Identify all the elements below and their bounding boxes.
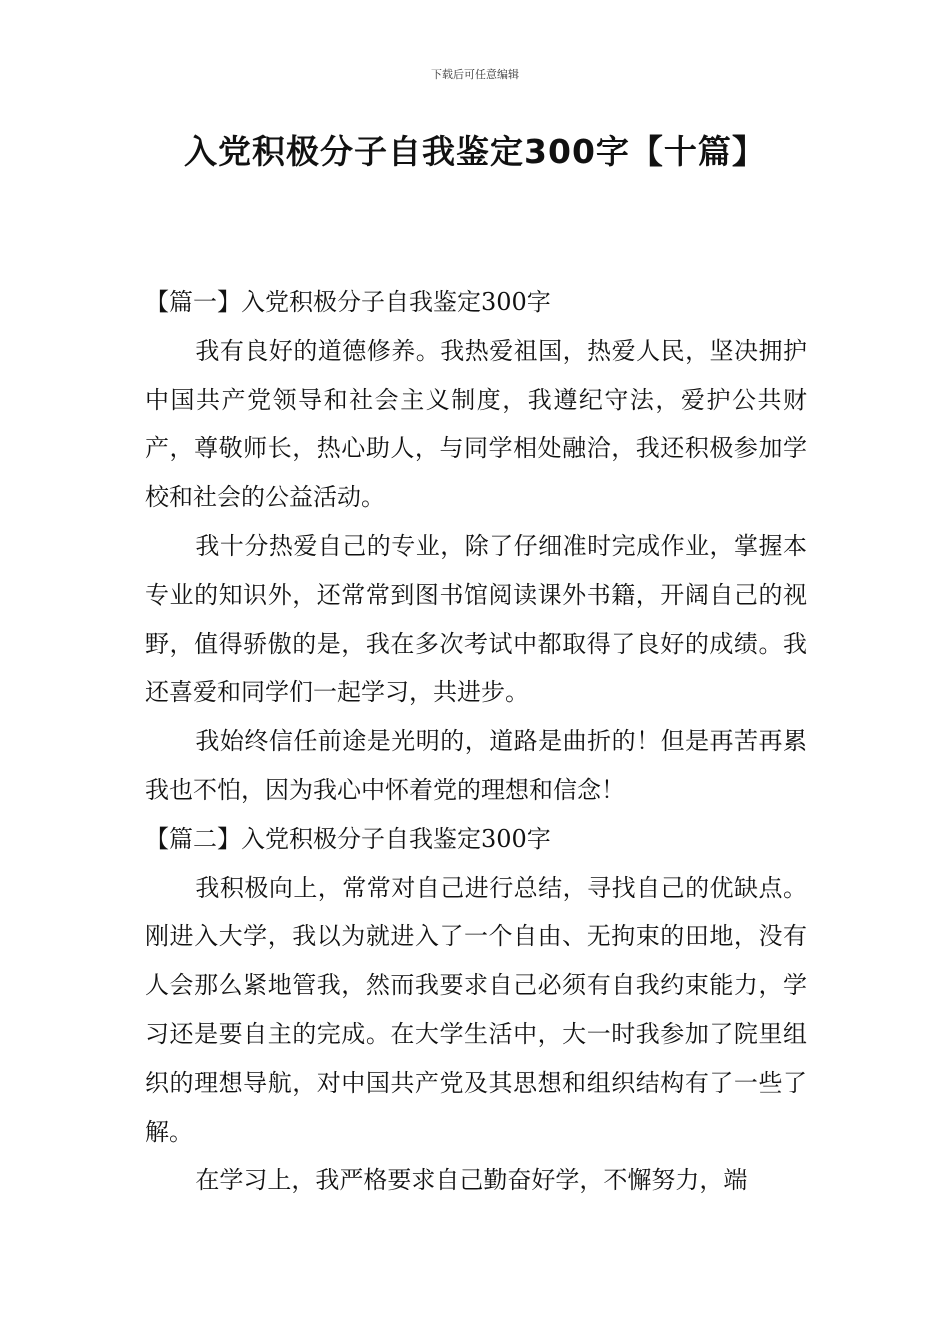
section-heading: 【篇二】入党积极分子自我鉴定300字 (145, 824, 551, 853)
section-1 (145, 278, 807, 815)
document-title: 入党积极分子自我鉴定300字【十篇】 (184, 132, 766, 171)
paragraph: 我十分热爱自己的专业，除了仔细准时完成作业，掌握本专业的知识外，还常常到图书馆阅读课外书籍，开阔自己的视野，值得骄傲的是，我在多次考试中都取得了良好的成绩。我还喜爱和同学们一起学习，共进步。 (145, 531, 807, 707)
document-body (145, 278, 807, 1205)
paragraph: 我始终信任前途是光明的，道路是曲折的！但是再苦再累我也不怕，因为我心中怀着党的理想和信念！ (145, 727, 807, 804)
section-heading: 【篇一】入党积极分子自我鉴定300字 (145, 288, 551, 316)
paragraph: 我有良好的道德修养。我热爱祖国，热爱人民，坚决拥护中国共产党领导和社会主义制度，我遵纪守法，爱护公共财产，尊敬师长，热心助人，与同学相处融洽，我还积极参加学校和社会的公益活动。 (145, 336, 807, 512)
header-note: 下载后可任意编辑 (431, 68, 519, 81)
section-2 (145, 815, 807, 1205)
paragraph: 我积极向上，常常对自己进行总结，寻找自己的优缺点。刚进入大学，我以为就进入了一个自由、无拘束的田地，没有人会那么紧地管我，然而我要求自己必须有自我约束能力，学习还是要自主的完成。在大学生活中，大一时我参加了院里组织的理想导航，对中国共产党及其思想和组织结构有了一些了解。 (145, 873, 807, 1146)
paragraph: 在学习上，我严格要求自己勤奋好学，不懈努力，端 (195, 1166, 748, 1195)
